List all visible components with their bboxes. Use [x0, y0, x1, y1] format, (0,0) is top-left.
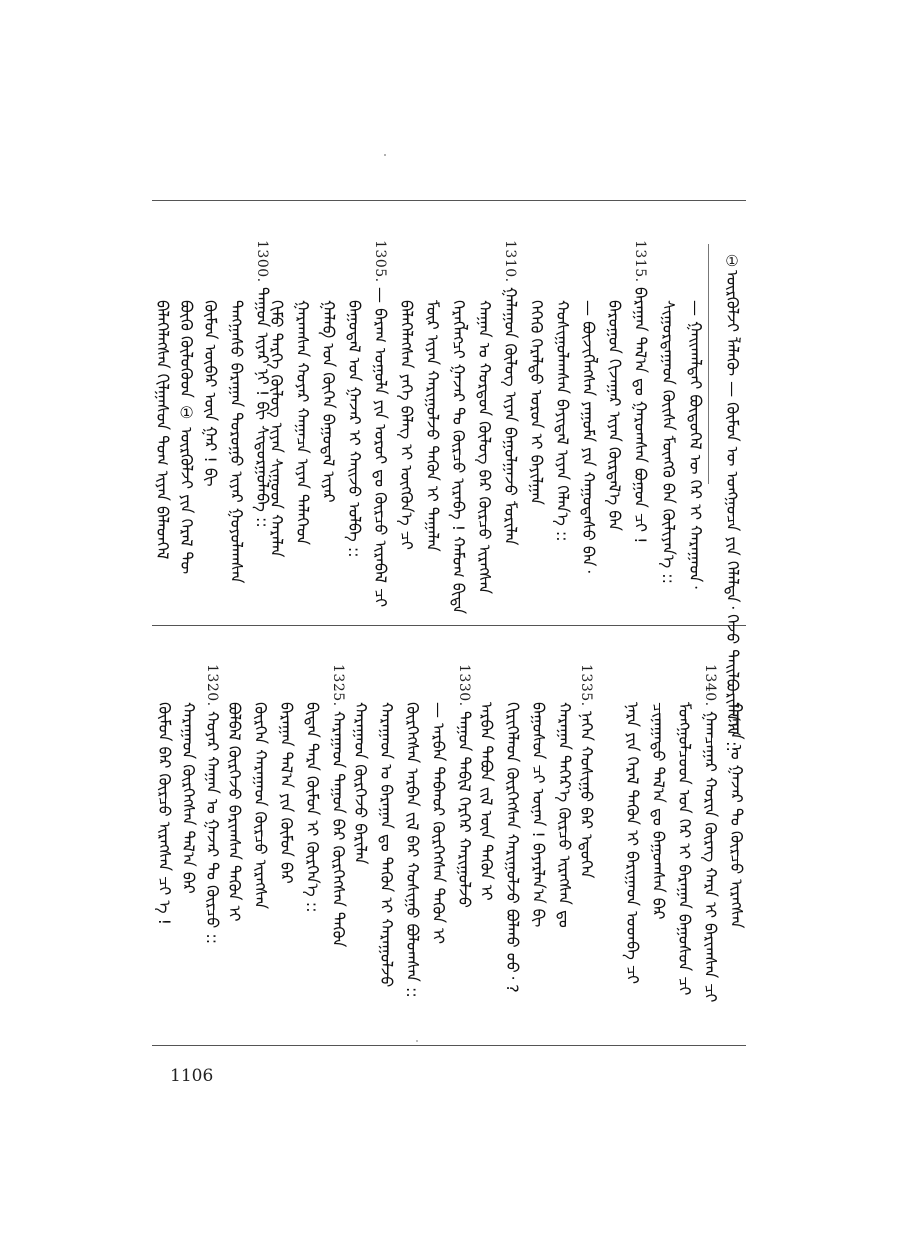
verse-text: ᠬᠣᠶᠠᠷ ᠬᠠᠭᠠᠨ ᠤ ᠭᠠᠵᠠᠷ ᠲᠤ ᠬᠦᠷᠴᠦ :: [203, 710, 222, 944]
verse-text: ᠬᠦᠮᠦᠨ ᠪᠠᠷ ᠬᠦᠷᠴᠦ ᠢᠷᠡᠭᠰᠡᠨ ᠴᠢ ᠡ ! [155, 702, 174, 926]
verse-text: ᠠᠷᠪᠠᠨ ᠲᠠᠪᠤᠨ ᠵᠢᠯ ᠦᠨ ᠲᠡᠭᠦᠨ ᠢ [477, 702, 496, 901]
verse-text: ᠬᠠᠷᠠᠭᠠᠳ ᠬᠦᠷᠭᠡᠭᠰᠡᠨ ᠲᠠᠯ᠎ᠠ ᠪᠡᠷ [179, 702, 198, 894]
verse-line [400, 702, 424, 998]
line-number: 1315. [632, 240, 648, 283]
verse-text: ᠰᠢᠭᠤᠷᠳᠠᠭᠠᠳ ᠬᠦᠢᠰᠡ ᠮᠥᠩᠭᠦ ᠪᠡᠨ ᠬᠦᠯᠢᠶᠡᠨ᠎ᠡ :: [659, 300, 678, 585]
verse-text: ᠪᠢᠳᠡᠨ ᠲᠡᠷᠡ ᠬᠦᠮᠦᠨ ᠢ ᠬᠦᠷᠭᠡᠨ᠎ᠡ :: [303, 702, 322, 913]
verse-text: ᠬᠠᠷᠠᠭᠠᠳ ᠣ ᠪᠠᠷᠠᠭᠠᠨ ᠳᠤ ᠲᠡᠭᠦᠨ ᠢ ᠬᠠᠷᠠᠭᠤᠯᠵᠤ [377, 702, 396, 988]
verse-text: ᠭᠡᠭᠡᠭᠦ ᠭᠡᠷᠡᠯᠲᠦ ᠣᠷᠣᠨ ᠢ ᠪᠠᠶᠢᠯᠭᠠᠨ [527, 300, 546, 505]
verse-line [222, 702, 246, 921]
verse-text: ᠳᠠᠩᠭᠠᠰᠤ ᠪᠠᠷᠠᠭᠠᠨ ᠲᠤᠷᠤᠭᠤ ᠢᠶᠠᠷ ᠭᠣᠶᠣᠯᠠᠭᠰᠠᠨ [227, 300, 246, 584]
verse-line [348, 702, 372, 865]
verse-line [446, 300, 470, 614]
verse-line [576, 300, 600, 573]
top-rule [152, 200, 746, 201]
footnote-text: ᠦᠷᠭᠦᠯᠵᠢ ᠯᠡᠯᠡᠭᠦ᠋ — ᠬᠦᠮᠦᠨ ᠦ ᠣᠩᠭᠣᠴᠠ ᠶᠢᠨ ᠬᠡᠯᠡᠯᠲᠡ᠂ ᠭᠡᠵᠦ ᠲᠠᠢᠯᠪᠤᠷᠢᠯᠠᠨ᠎ᠠ :: [723, 270, 742, 752]
verse-text: ᠬᠣᠰᠢᠭᠤᠯᠠᠭᠰᠠᠨ ᠪᠠᠶᠢᠳᠠᠯ ᠢᠶᠠᠨ ᠬᠡᠯᠡᠨ᠎ᠡ :: [553, 300, 572, 542]
verse-text: ᠨᠡᠬᠡᠨ ᠬᠣᠰᠢᠭᠤ ᠪᠡᠷ ᠡᠳᠦᠭᠡᠨ [577, 710, 596, 878]
verse-text: ᠬᠠᠷᠠᠭᠠᠳ ᠬᠦᠷᠭᠡᠵᠦ ᠪᠠᠷᠢᠯᠠᠨ [351, 702, 370, 865]
verse-line [524, 300, 548, 505]
verse-text: — ᠠᠷᠪᠠᠨ ᠳᠠᠪᠬᠤᠷ ᠬᠦᠷᠭᠡᠭᠰᠡᠨ ᠲᠡᠭᠦᠨ ᠢ [429, 702, 448, 945]
verse-line [224, 300, 248, 583]
verse-line [200, 664, 224, 944]
verse-line [150, 300, 174, 559]
verse-text: ᠭᠠᠷᠠᠭᠰᠠᠨ ᠬᠣᠶᠠᠷ ᠬᠠᠭᠠᠴᠠ ᠢᠶᠠᠨ ᠳᠡᠯᠡᠭᠡᠳ [293, 300, 312, 545]
line-number: 1305. [372, 240, 388, 283]
verse-text: ᠬᠠᠷᠠᠭᠠᠨ ᠳᠡᠭᠡᠷ᠎ᠡ ᠬᠦᠷᠴᠦ ᠢᠷᠡᠭᠰᠡᠨ ᠳᠤ [555, 702, 574, 928]
verse-line [176, 702, 200, 894]
verse-line [342, 300, 366, 558]
verse-text: ᠬᠠᠭᠠᠨ ᠤ ᠭᠠᠵᠠᠷ ᠲᠤ ᠬᠦᠷᠴᠦ ᠢᠷᠡᠭᠰᠡᠨ [727, 702, 746, 929]
verse-line [374, 702, 398, 987]
verse-line [452, 664, 476, 908]
verse-text: ᠪᠠᠷᠠᠭᠠᠨ ᠲᠠᠯ᠎ᠠ ᠶᠢᠨ ᠬᠦᠮᠦᠨ ᠪᠡᠷ [277, 702, 296, 884]
verse-text: ᠬᠠᠭᠠᠨ ᠤ ᠬᠣᠷᠳᠤᠨ ᠬᠦᠯᠦᠭ ᠪᠡᠷ ᠬᠦᠷᠴᠦ ᠢᠷᠡᠭᠰᠡᠨ [475, 300, 494, 595]
verse-line [174, 300, 198, 574]
verse-line [672, 702, 696, 995]
verse-text: ᠪᠠᠭᠤᠳᠠᠯ ᠤᠨ ᠭᠠᠵᠠᠷ ᠢ ᠬᠠᠢᠵᠤ ᠣᠯᠪᠠ :: [345, 300, 364, 558]
line-number: 1320. [204, 664, 220, 707]
line-number: 1335. [578, 664, 594, 707]
verse-text: ᠪᠡᠯᠡᠭᠡᠯᠡᠭᠰᠡᠨ ᠶᠡᠬᠡ ᠪᠡᠯᠡᠭ ᠢ ᠥᠭᠭᠦᠨ᠎ᠡ ᠴᠢ [397, 300, 416, 550]
verse-line [683, 300, 707, 589]
verse-line [472, 300, 496, 594]
verse-line [620, 702, 644, 984]
verse-line [574, 664, 598, 878]
verse-text: ᠪᠦᠬᠦ ᠬᠦᠯᠦᠭᠦᠳ ① ᠦᠷᠭᠦᠯᠵᠢ ᠶᠢᠨ ᠭᠡᠷᠡᠯ ᠲᠦ [177, 300, 196, 575]
verse-text: ᠴᠢᠨᠠᠭᠠᠳᠤ ᠲᠠᠯ᠎ᠠ ᠳᠤ ᠪᠠᠭᠤᠭᠰᠠᠨ ᠪᠡᠷ [649, 702, 668, 920]
verse-text: ᠭᠠᠯᠠᠪ ᠤᠨ ᠬᠥᠭᠡᠨ ᠪᠠᠭᠤᠳᠠᠯ ᠢᠶᠠᠷ [319, 300, 338, 503]
verse-text: ᠮᠣᠩᠭᠣᠯᠴᠤᠳ ᠤᠨ ᠭᠡᠷ ᠢ ᠪᠠᠷᠠᠭᠠᠨ ᠪᠠᠭᠤᠰᠤᠨ ᠴᠢ [675, 702, 694, 996]
verse-line [426, 702, 450, 944]
page-number: 1106 [170, 1066, 214, 1086]
line-number: 1325. [330, 664, 346, 707]
verse-line [498, 240, 522, 545]
verse-text: ᠬᠦᠷᠭᠡᠭᠰᠡᠨ ᠠᠷᠪᠠᠨ ᠵᠢᠯ ᠪᠡᠷ ᠬᠣᠰᠢᠭᠤ ᠪᠣᠯᠤᠭᠰᠠᠨ :: [403, 702, 422, 998]
verse-text: ᠬᠢᠷᠢᠬᠡᠯᠡᠳ ᠬᠦᠷᠭᠡᠭᠰᠡᠨ ᠬᠠᠷᠢᠭᠤᠯᠵᠤ ᠪᠣᠯᠬᠤ ᠤᠤ᠂ ? [503, 702, 522, 993]
verse-text: ᠪᠣᠯᠪᠠᠯ ᠬᠦᠷᠭᠡᠵᠦ ᠪᠠᠷᠢᠭᠰᠠᠨ ᠲᠡᠭᠦᠨ ᠢ [225, 702, 244, 922]
verse-text: ᠬᠢᠮᠤ ᠲᠡᠷᠭᠡ ᠬᠦᠯᠦᠭ ᠢᠶᠡᠨ ᠰᠢᠭᠤᠳ ᠬᠠᠷᠠᠯᠠᠨ [267, 300, 286, 558]
verse-text: ᠮᠥᠷ ᠢᠶᠡᠨ ᠬᠠᠷᠢᠭᠤᠯᠵᠤ ᠲᠡᠭᠦᠨ ᠢ ᠲᠠᠭᠠᠯᠠᠨ [423, 300, 442, 552]
footnote-marker: ① [725, 252, 739, 270]
verse-line [368, 240, 392, 607]
footnote [720, 252, 744, 752]
verse-line [550, 300, 574, 542]
verse-line [552, 702, 576, 928]
verse-text: ᠬᠦᠮᠦᠨ ᠥᠪᠡᠷ ᠦᠨ ᠭᠠᠷ ! ᠪᠢ [201, 300, 220, 487]
line-number: 1340. [702, 664, 718, 707]
verse-text: ᠬᠦᠷᠭᠡᠨ ᠬᠠᠷᠠᠭᠠᠳ ᠬᠦᠷᠴᠦ ᠢᠷᠡᠭᠰᠡᠨ [251, 702, 270, 910]
verse-line [724, 702, 748, 929]
verse-text: ᠭᠠᠭᠴᠠᠭᠠᠷ ᠬᠣᠷᠢᠨ ᠬᠦᠷᠡᠭ ᠬᠠᠷᠠ ᠢ ᠪᠠᠷᠢᠭᠰᠠᠨ ᠴᠢ [701, 710, 720, 1002]
scan-speck [416, 1040, 418, 1042]
verse-line [602, 300, 626, 531]
verse-text: ᠪᠠᠷᠠᠭᠠᠨ ᠲᠠᠯ᠎ᠠ ᠳᠤ ᠭᠠᠷᠤᠭᠰᠠᠨ ᠪᠣᠭᠣᠨ ᠴᠢ ! [631, 286, 650, 544]
verse-text: ᠪᠡᠯᠡᠭᠡᠯᠡᠭᠰᠡᠨ ᠬᠢᠯᠭᠠᠰᠤᠨ ᠲᠤᠭ ᠢᠶᠡᠨ ᠪᠡᠯᠡᠳᠬᠡᠯ [153, 300, 172, 560]
verse-line [394, 300, 418, 550]
verse-text: ᠪᠠᠭᠤᠰᠤᠨ ᠴᠢ ᠦᠨᠡᠨ ! ᠪᠠᠶᠠᠷᠯᠠᠨ᠎ᠠ ᠪᠢ [529, 702, 548, 928]
verse-line [198, 300, 222, 487]
verse-text: ᠳᠠᠭᠤᠨ ᠢᠶᠠᠷ ᠨᠢ ! ᠪᠢ ᠰᠢᠳᠤᠷᠭᠤᠯᠠᠪᠠ :: [253, 286, 272, 528]
verse-line [420, 300, 444, 552]
line-number: 1310. [502, 240, 518, 283]
verse-text: ᠨᠠᠷᠠ ᠶᠢᠨ ᠭᠡᠷᠡᠯ ᠲᠡᠭᠦᠨ ᠢ ᠪᠠᠷᠢᠭᠠᠳ ᠣᠳᠪᠠ ᠴᠢ [623, 702, 642, 985]
verse-line [300, 702, 324, 913]
bottom-rule [152, 1045, 746, 1046]
verse-text: — ᠪᠦᠵᠢᠭᠯᠡᠭᠰᠡᠨ ᠶᠠᠭᠤᠮᠠ ᠶᠢᠨ ᠬᠠᠭᠤᠳᠠᠰᠤ ᠪᠡᠨ᠂ [579, 300, 598, 573]
verse-text: ᠬᠠᠷᠠᠭᠠᠳ ᠳᠠᠭᠤᠨ ᠪᠡᠷ ᠬᠦᠷᠭᠡᠭᠰᠡᠨ ᠲᠡᠭᠦᠨ [329, 710, 348, 947]
verse-text: ᠬᠡᠷᠡᠭᠯᠡᠭᠴᠢ ᠭᠠᠵᠠᠷ ᠲᠤ ᠬᠦᠷᠴᠦ ᠢᠷᠡᠪᠡ ! ᠬᠠᠮᠤᠭ ᠪᠢᠳᠡ [449, 300, 468, 615]
verse-text: ᠪᠠᠷᠤᠭᠤᠨ ᠬᠢᠵᠠᠭᠠᠷ ᠢᠶᠠᠨ ᠬᠦᠷᠲᠡᠯ᠎ᠡ ᠪᠡᠨ [605, 300, 624, 531]
verse-line [326, 664, 350, 947]
verse-line [698, 664, 722, 1002]
verse-text: ᠳᠠᠭᠤᠨ ᠲᠠᠪᠢᠯ ᠭᠡᠷᠭᠡᠷ ᠬᠠᠷᠢᠭᠤᠯᠵᠤ [455, 710, 474, 908]
verse-line [656, 300, 680, 584]
verse-line [290, 300, 314, 545]
verse-line [646, 702, 670, 920]
footnote-separator [708, 244, 709, 484]
scan-speck [384, 154, 386, 156]
verse-line [628, 240, 652, 543]
verse-text: — ᠪᠠᠷᠠᠭ ᠤᠭᠤᠯᠠ ᠶᠢᠨ ᠣᠷᠤᠢ ᠳᠤ ᠬᠦᠷᠴᠦ ᠢᠷᠡᠪᠡᠯ ᠴᠢ [371, 286, 390, 607]
verse-line [248, 702, 272, 909]
section-divider [152, 625, 746, 626]
verse-line [474, 702, 498, 901]
verse-line [316, 300, 340, 503]
verse-text: ᠭᠠᠯᠠᠭᠤᠨ ᠬᠦᠯᠦᠭ ᠢᠶᠡᠨ ᠪᠠᠭᠤᠯᠭᠠᠵᠤ ᠮᠣᠷᠢᠯᠠᠨ [501, 286, 520, 546]
verse-line [250, 240, 274, 527]
verse-line [152, 702, 176, 925]
verse-line [526, 702, 550, 927]
verse-line [500, 702, 524, 993]
verse-text: — ᠭᠠᠢᠬᠠᠯᠲᠠᠢ ᠪᠦᠲᠦᠭᠡᠯ ᠦ ᠭᠡᠷ ᠢ ᠬᠠᠷᠠᠭᠠᠳ᠂ [686, 300, 705, 589]
verse-line [274, 702, 298, 884]
line-number: 1330. [456, 664, 472, 707]
line-number: 1300. [254, 240, 270, 283]
